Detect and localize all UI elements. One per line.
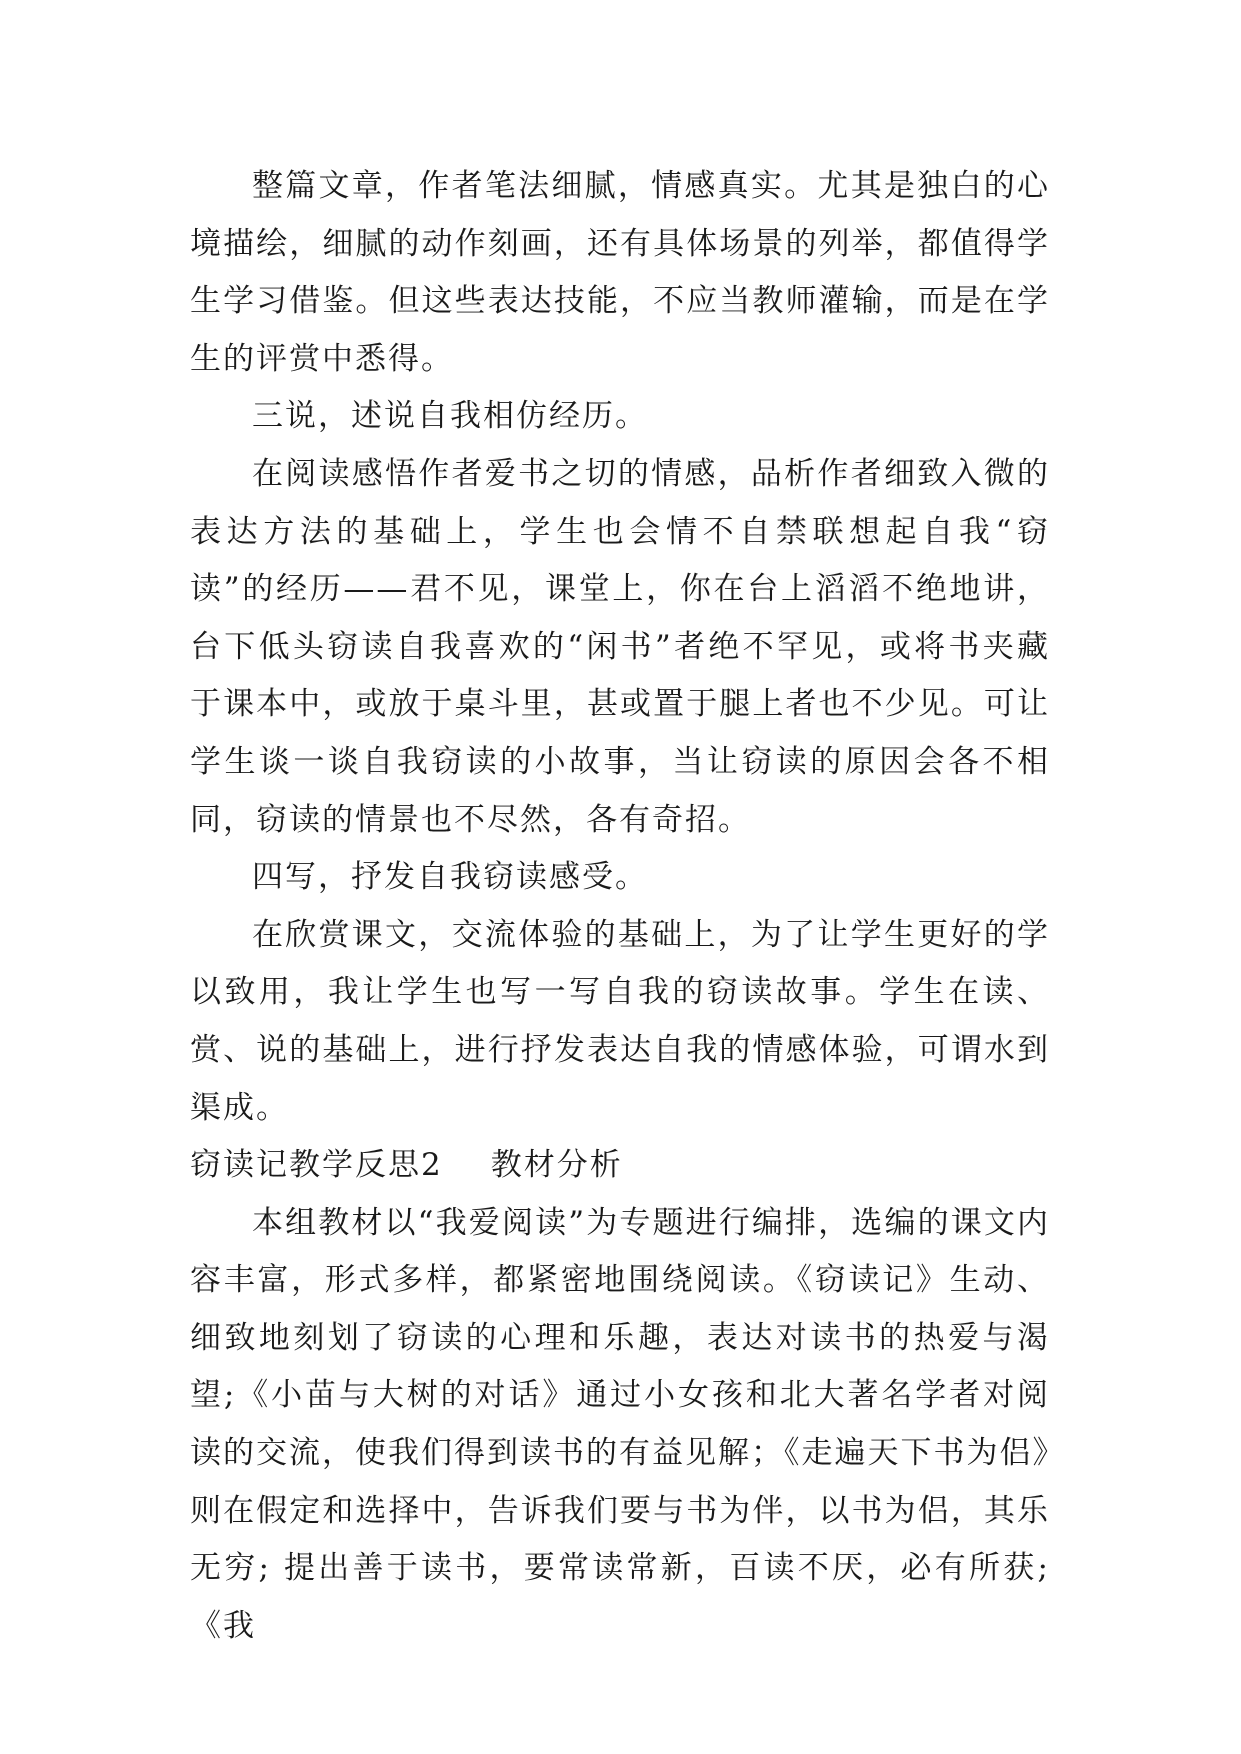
- section-heading: 窃读记教学反思2: [190, 1147, 443, 1184]
- document-body: [190, 158, 1050, 1655]
- paragraph-experience: 在阅读感悟作者爱书之切的情感，品析作者细致入微的表达方法的基础上，学生也会情不自禁联想起自我“窃读”的经历——君不见，课堂上，你在台上滔滔不绝地讲，台下低头窃读自我喜欢的“闲书”者绝不罕见，或将书夹藏于课本中，或放于桌斗里，甚或置于腿上者也不少见。可让学生谈一谈自我窃读的小故事，当让窃读的原因会各不相同，窃读的情景也不尽然，各有奇招。: [190, 455, 1050, 838]
- section-subheading: 教材分析: [490, 1147, 623, 1184]
- paragraph-summary: 整篇文章，作者笔法细腻，情感真实。尤其是独白的心境描绘，细腻的动作刻画，还有具体场景的列举，都值得学生学习借鉴。但这些表达技能，不应当教师灌输，而是在学生的评赏中悉得。: [190, 168, 1050, 377]
- paragraph-heading-four: 四写，抒发自我窃读感受。: [252, 859, 648, 896]
- paragraph-material-analysis: 本组教材以“我爱阅读”为专题进行编排，选编的课文内容丰富，形式多样，都紧密地围绕阅读。《窃读记》生动、细致地刻划了窃读的心理和乐趣，表达对读书的热爱与渴望;《小苗与大树的对话》通过小女孩和北大著名学者对阅读的交流，使我们得到读书的有益见解；《走遍天下书为侣》则在假定和选择中，告诉我们要与书为伴，以书为侣，其乐无穷; 提出善于读书，要常读常新，百读不厌，必有所获;《我: [190, 1204, 1050, 1644]
- section-heading-line: [190, 1137, 1050, 1195]
- paragraph-heading-three: 三说，述说自我相仿经历。: [252, 398, 648, 435]
- paragraph-writing: 在欣赏课文，交流体验的基础上，为了让学生更好的学以致用，我让学生也写一写自我的窃读故事。学生在读、赏、说的基础上，进行抒发表达自我的情感体验，可谓水到渠成。: [190, 916, 1050, 1126]
